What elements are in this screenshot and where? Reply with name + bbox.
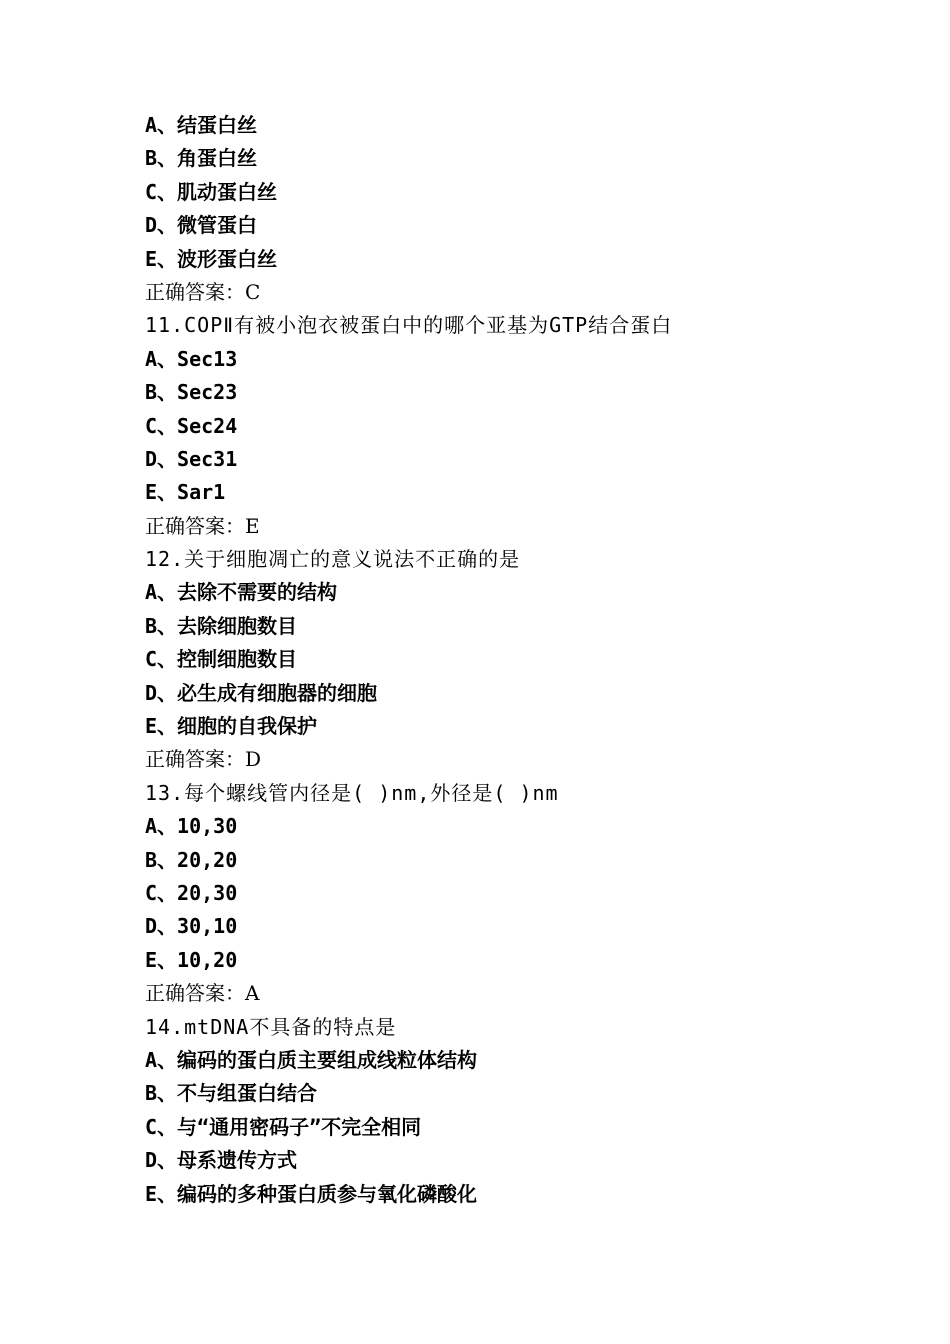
option-line: B、20,20: [145, 847, 238, 872]
option-line: D、必生成有细胞器的细胞: [145, 680, 378, 705]
option-line: C、20,30: [145, 880, 238, 905]
option-line: A、Sec13: [145, 346, 238, 371]
option-line: E、编码的多种蛋白质参与氧化磷酸化: [145, 1181, 478, 1206]
option-line: D、母系遗传方式: [145, 1148, 298, 1173]
document-page: [145, 109, 905, 1211]
option-line: E、10,20: [145, 947, 238, 972]
option-line: B、去除细胞数目: [145, 613, 298, 638]
option-line: B、Sec23: [145, 380, 238, 405]
answer-line: 正确答案：C: [145, 279, 261, 304]
answer-line: 正确答案：E: [145, 513, 260, 538]
option-line: E、波形蛋白丝: [145, 246, 278, 271]
option-line: B、角蛋白丝: [145, 146, 258, 171]
answer-line: 正确答案：D: [145, 747, 262, 772]
question-line: 14.mtDNA不具备的特点是: [145, 1014, 397, 1039]
option-line: A、编码的蛋白质主要组成线粒体结构: [145, 1047, 478, 1072]
option-line: D、30,10: [145, 914, 238, 939]
option-line: C、控制细胞数目: [145, 647, 298, 672]
question-line: 13.每个螺线管内径是( )nm,外径是( )nm: [145, 780, 559, 805]
answer-line: 正确答案：A: [145, 981, 260, 1006]
option-line: C、Sec24: [145, 413, 238, 438]
option-line: A、结蛋白丝: [145, 113, 258, 137]
option-line: C、肌动蛋白丝: [145, 179, 278, 204]
option-line: E、细胞的自我保护: [145, 714, 318, 739]
option-line: C、与“通用密码子”不完全相同: [145, 1114, 422, 1139]
question-line: 12.关于细胞凋亡的意义说法不正确的是: [145, 547, 521, 572]
option-line: B、不与组蛋白结合: [145, 1081, 318, 1106]
option-line: E、Sar1: [145, 480, 226, 505]
option-line: D、微管蛋白: [145, 213, 258, 238]
option-line: D、Sec31: [145, 446, 238, 471]
option-line: A、10,30: [145, 814, 238, 839]
option-line: A、去除不需要的结构: [145, 580, 338, 605]
question-line: 11.COPⅡ有被小泡衣被蛋白中的哪个亚基为GTP结合蛋白: [145, 313, 673, 338]
